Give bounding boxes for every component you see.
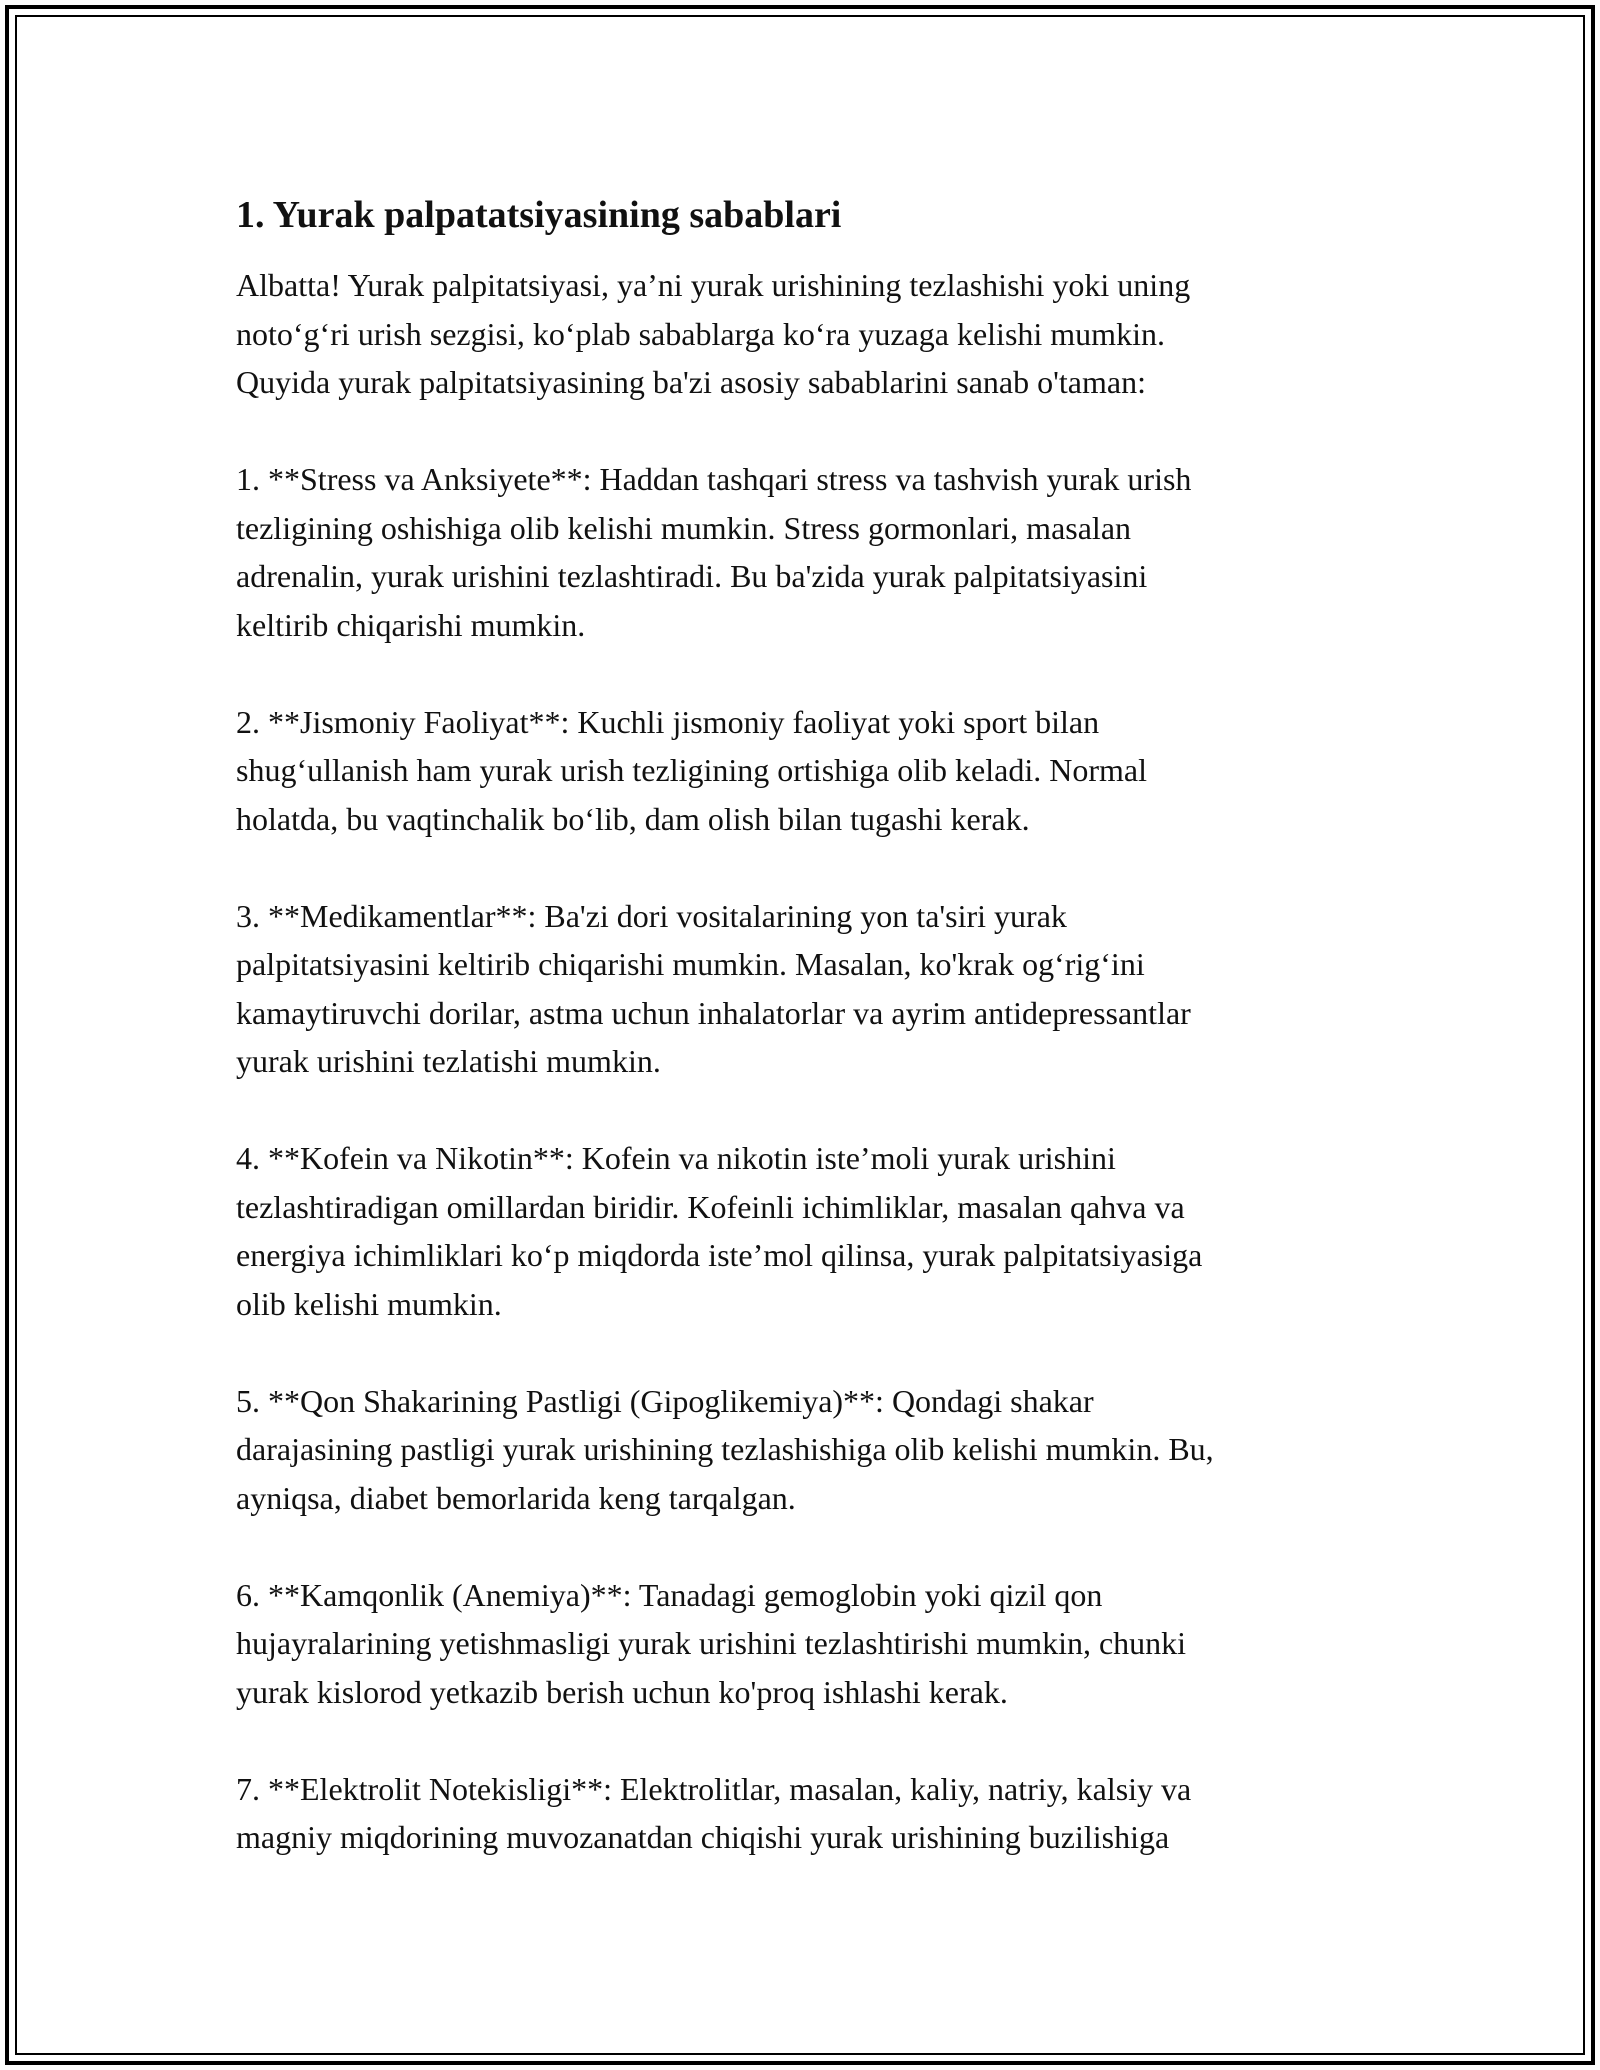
text-line: adrenalin, yurak urishini tezlashtiradi. Bu ba'zida yurak palpitatsiyasini [236, 558, 1148, 594]
paragraph-item-6 [236, 1571, 1366, 1717]
text-line: ayniqsa, diabet bemorlarida keng tarqalgan. [236, 1479, 796, 1516]
text-line: 5. **Qon Shakarining Pastligi (Gipoglikemiya)**: Qondagi shakar [236, 1382, 1094, 1419]
text-line: yurak urishini tezlatishi mumkin. [236, 1043, 661, 1079]
text-line: 7. **Elektrolit Notekisligi**: Elektrolitlar, masalan, kaliy, natriy, kalsiy va [236, 1770, 1192, 1807]
text-line: magniy miqdorining muvozanatdan chiqishi yurak urishining buzilishiga [236, 1819, 1170, 1855]
text-line: holatda, bu vaqtinchalik bo‘lib, dam olish bilan tugashi kerak. [236, 800, 1030, 837]
text-line: 2. **Jismoniy Faoliyat**: Kuchli jismoniy faoliyat yoki sport bilan [236, 703, 1100, 740]
text-line: yurak kislorod yetkazib berish uchun ko'proq ishlashi kerak. [236, 1673, 1008, 1710]
text-line: 1. **Stress va Anksiyete**: Haddan tashqari stress va tashvish yurak urish [236, 461, 1192, 497]
paragraph-item-1 [236, 455, 1366, 649]
text-line: palpitatsiyasini keltirib chiqarishi mumkin. Masalan, ko'krak og‘rig‘ini [236, 946, 1145, 982]
paragraph-item-4 [236, 1134, 1366, 1328]
text-line: hujayralarining yetishmasligi yurak urishini tezlashtirishi mumkin, chunki [236, 1625, 1187, 1661]
paragraph-item-5 [236, 1377, 1366, 1523]
text-line: darajasining pastligi yurak urishining tezlashishiga olib kelishi mumkin. Bu, [236, 1431, 1214, 1467]
text-line: olib kelishi mumkin. [236, 1285, 502, 1322]
document-body [236, 185, 1366, 1910]
text-line: Quyida yurak palpitatsiyasining ba'zi asosiy sabablarini sanab o'taman: [236, 364, 1146, 400]
document-title: 1. Yurak palpatatsiyasining sabablari [236, 194, 842, 236]
text-line: kamaytiruvchi dorilar, astma uchun inhalatorlar va ayrim antidepressantlar [236, 994, 1191, 1031]
paragraph-item-7 [236, 1765, 1366, 1862]
text-line: tezlashtiradigan omillardan biridir. Kofeinli ichimliklar, masalan qahva va [236, 1188, 1185, 1225]
paragraph-item-3 [236, 892, 1366, 1086]
text-line: tezligining oshishiga olib kelishi mumkin. Stress gormonlari, masalan [236, 509, 1132, 546]
paragraph-item-2 [236, 698, 1366, 844]
text-line: Albatta! Yurak palpitatsiyasi, ya’ni yurak urishining tezlashishi yoki uning [236, 267, 1191, 303]
paragraph-intro [236, 261, 1366, 407]
text-line: 6. **Kamqonlik (Anemiya)**: Tanadagi gemoglobin yoki qizil qon [236, 1576, 1103, 1613]
text-line: noto‘g‘ri urish sezgisi, ko‘plab sabablarga ko‘ra yuzaga kelishi mumkin. [236, 315, 1165, 352]
text-line: 4. **Kofein va Nikotin**: Kofein va nikotin iste’moli yurak urishini [236, 1140, 1116, 1176]
text-line: shug‘ullanish ham yurak urish tezligining ortishiga olib keladi. Normal [236, 752, 1147, 788]
text-line: keltirib chiqarishi mumkin. [236, 606, 586, 643]
text-line: energiya ichimliklari ko‘p miqdorda iste’mol qilinsa, yurak palpitatsiyasiga [236, 1237, 1203, 1273]
text-line: 3. **Medikamentlar**: Ba'zi dori vositalarining yon ta'siri yurak [236, 897, 1067, 934]
